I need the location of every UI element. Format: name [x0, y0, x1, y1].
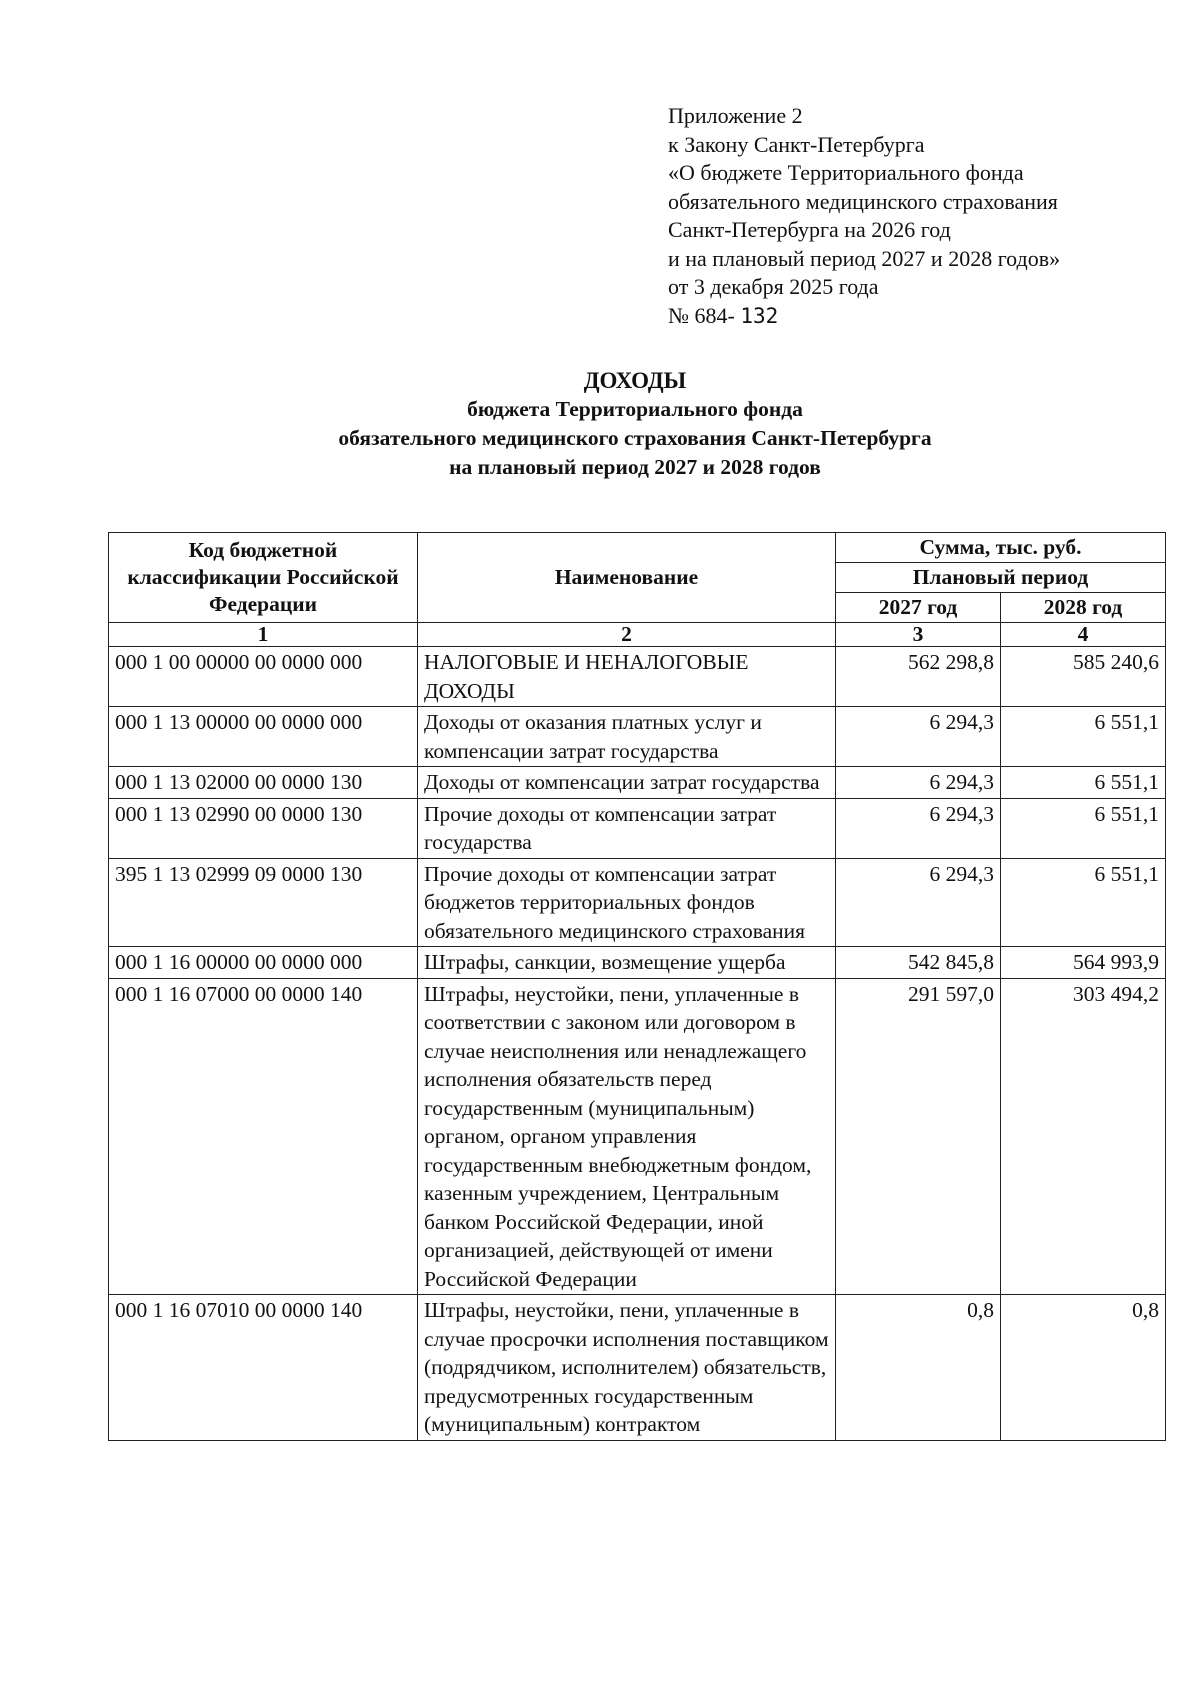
- row-code: 000 1 13 02000 00 0000 130: [109, 767, 418, 799]
- title-line: обязательного медицинского страхования Санкт-Петербурга: [338, 426, 932, 450]
- row-name: Прочие доходы от компенсации затрат государства: [418, 798, 836, 858]
- row-value-2028: 6 551,1: [1001, 707, 1166, 767]
- revenue-table: [108, 532, 1166, 1441]
- header-period: Плановый период: [836, 563, 1166, 593]
- appendix-line: от 3 декабря 2025 года: [668, 274, 879, 299]
- appendix-line: Приложение 2: [668, 103, 803, 128]
- table-row: [109, 947, 1166, 979]
- row-value-2027: 6 294,3: [836, 798, 1001, 858]
- table-row: [109, 1295, 1166, 1441]
- row-name: Штрафы, санкции, возмещение ущерба: [418, 947, 836, 979]
- row-value-2027: 6 294,3: [836, 858, 1001, 947]
- row-name: Прочие доходы от компенсации затрат бюджетов территориальных фондов обязательного медицинского страхования: [418, 858, 836, 947]
- row-value-2027: 542 845,8: [836, 947, 1001, 979]
- row-name: Штрафы, неустойки, пени, уплаченные в соответствии с законом или договором в случае неисполнения или ненадлежащего исполнения обязательств перед государственным (муниципальным) органом, органом управления государственным внебюджетным фондом, казенным учреждением, Центральным банком Российской Федерации, иной организацией, действующей от имени Российской Федерации: [418, 978, 836, 1295]
- column-number: 2: [418, 623, 836, 647]
- law-number-handwritten: 132: [740, 303, 779, 328]
- row-code: 000 1 16 07000 00 0000 140: [109, 978, 418, 1295]
- appendix-header: [668, 102, 1060, 330]
- row-name: Доходы от оказания платных услуг и компенсации затрат государства: [418, 707, 836, 767]
- header-sum: Сумма, тыс. руб.: [836, 533, 1166, 563]
- row-value-2027: 0,8: [836, 1295, 1001, 1441]
- row-value-2027: 291 597,0: [836, 978, 1001, 1295]
- header-name: Наименование: [418, 533, 836, 623]
- row-code: 000 1 16 07010 00 0000 140: [109, 1295, 418, 1441]
- appendix-line: к Закону Санкт-Петербурга: [668, 131, 925, 157]
- header-year-2027: 2027 год: [836, 593, 1001, 623]
- table-row: [109, 978, 1166, 1295]
- table-row: [109, 858, 1166, 947]
- row-value-2028: 6 551,1: [1001, 858, 1166, 947]
- row-value-2028: 585 240,6: [1001, 647, 1166, 707]
- column-number: 1: [109, 623, 418, 647]
- column-number: 3: [836, 623, 1001, 647]
- table-row: [109, 647, 1166, 707]
- law-number-prefix: № 684-: [668, 302, 735, 328]
- appendix-line: «О бюджете Территориального фонда: [668, 160, 1024, 185]
- row-value-2028: 6 551,1: [1001, 798, 1166, 858]
- table-row: [109, 767, 1166, 799]
- row-name: Штрафы, неустойки, пени, уплаченные в случае просрочки исполнения поставщиком (подрядчиком, исполнителем) обязательств, предусмотренных государственным (муниципальным) контрактом: [418, 1295, 836, 1441]
- document-title: [0, 366, 1200, 482]
- appendix-line: и на плановый период 2027 и 2028 годов»: [668, 245, 1061, 271]
- row-value-2028: 564 993,9: [1001, 947, 1166, 979]
- row-code: 000 1 00 00000 00 0000 000: [109, 647, 418, 707]
- title-main: ДОХОДЫ: [583, 368, 687, 393]
- row-code: 395 1 13 02999 09 0000 130: [109, 858, 418, 947]
- title-line: на плановый период 2027 и 2028 годов: [449, 455, 821, 479]
- row-code: 000 1 16 00000 00 0000 000: [109, 947, 418, 979]
- header-code: Код бюджетной классификации Российской Федерации: [109, 533, 418, 623]
- appendix-line: Санкт-Петербурга на 2026 год: [668, 217, 951, 242]
- table-row: [109, 798, 1166, 858]
- header-year-2028: 2028 год: [1001, 593, 1166, 623]
- row-value-2027: 562 298,8: [836, 647, 1001, 707]
- title-line: бюджета Территориального фонда: [467, 397, 803, 421]
- row-value-2028: 303 494,2: [1001, 978, 1166, 1295]
- column-number: 4: [1001, 623, 1166, 647]
- row-value-2027: 6 294,3: [836, 707, 1001, 767]
- row-value-2028: 6 551,1: [1001, 767, 1166, 799]
- appendix-line: обязательного медицинского страхования: [668, 188, 1058, 214]
- row-code: 000 1 13 00000 00 0000 000: [109, 707, 418, 767]
- row-name: Доходы от компенсации затрат государства: [418, 767, 836, 799]
- row-value-2027: 6 294,3: [836, 767, 1001, 799]
- table-row: [109, 707, 1166, 767]
- row-name: НАЛОГОВЫЕ И НЕНАЛОГОВЫЕ ДОХОДЫ: [418, 647, 836, 707]
- row-value-2028: 0,8: [1001, 1295, 1166, 1441]
- law-number: [668, 302, 1060, 331]
- row-code: 000 1 13 02990 00 0000 130: [109, 798, 418, 858]
